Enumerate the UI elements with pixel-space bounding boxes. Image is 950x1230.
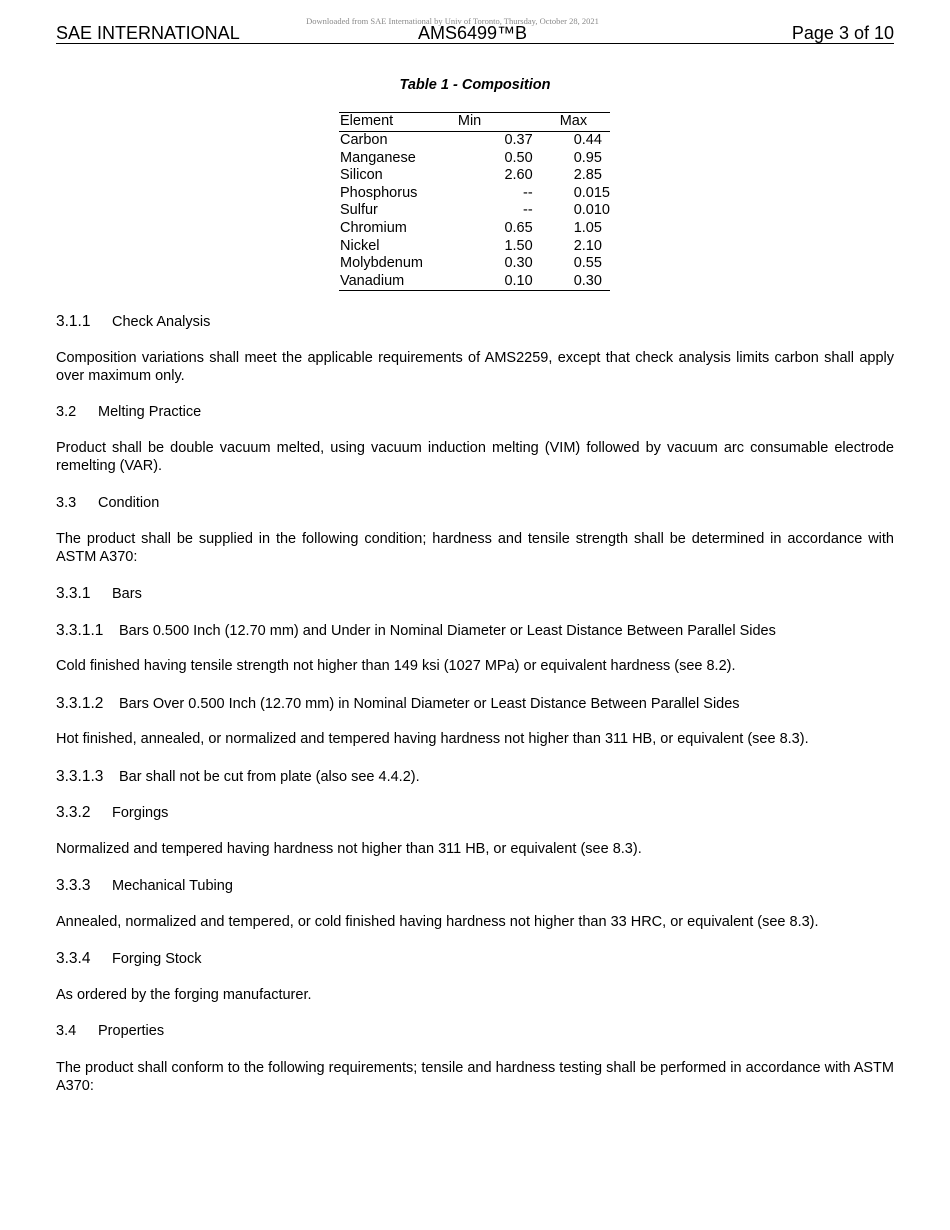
section-number: 3.3.1.2 [56, 695, 104, 712]
section-title: Bar shall not be cut from plate (also see 4.4.2). [119, 769, 420, 785]
element-cell: Sulfur [340, 202, 378, 219]
min-cell: -- [523, 202, 533, 219]
section-3-3-3-text: Annealed, normalized and tempered, or cold finished having hardness not higher than 33 HRC, or equivalent (see 8.3). [56, 914, 819, 930]
section-number: 3.2 [56, 404, 77, 420]
max-cell: 0.55 [573, 255, 602, 272]
table-row [339, 132, 610, 150]
min-cell: 1.50 [504, 237, 533, 254]
section-number: 3.4 [56, 1023, 77, 1039]
section-number: 3.1.1 [56, 313, 91, 330]
min-cell: 2.60 [504, 167, 533, 184]
section-title: Mechanical Tubing [112, 878, 233, 894]
section-title: Bars Over 0.500 Inch (12.70 mm) in Nominal Diameter or Least Distance Between Parallel Sides [119, 696, 740, 712]
section-title: Bars 0.500 Inch (12.70 mm) and Under in Nominal Diameter or Least Distance Between Parallel Sides [119, 623, 776, 639]
section-title: Condition [98, 495, 160, 511]
section-3-3-heading [56, 495, 894, 511]
min-cell: -- [523, 184, 533, 201]
table-row [339, 255, 610, 273]
element-cell: Nickel [340, 237, 380, 254]
section-title: Check Analysis [112, 314, 211, 330]
section-number: 3.3.3 [56, 877, 91, 894]
max-cell: 2.85 [573, 167, 602, 184]
section-number: 3.3.1.1 [56, 622, 104, 639]
max-cell: 0.30 [560, 273, 610, 291]
section-number: 3.3 [56, 495, 77, 511]
header-min: Min [457, 113, 560, 132]
section-3-3-1-2-heading [56, 695, 894, 713]
max-cell: 0.010 [573, 202, 610, 219]
composition-table [339, 112, 610, 291]
header-document-number: AMS6499™B [418, 23, 528, 43]
section-3-4-heading [56, 1023, 894, 1039]
section-3-4-text: The product shall conform to the following requirements; tensile and hardness testing shall be performed in accordance with ASTM A370: [56, 1060, 894, 1094]
table-row [339, 273, 610, 291]
section-3-3-1-3-heading [56, 768, 894, 786]
max-cell: 0.015 [573, 184, 610, 201]
section-3-3-2-text: Normalized and tempered having hardness not higher than 311 HB, or equivalent (see 8.3). [56, 841, 642, 857]
section-3-3-1-2-text: Hot finished, annealed, or normalized and tempered having hardness not higher than 311 HB, or equivalent (see 8.3). [56, 731, 809, 747]
section-3-3-4-text: As ordered by the forging manufacturer. [56, 987, 312, 1003]
max-cell: 0.95 [573, 149, 602, 166]
max-cell: 2.10 [573, 237, 602, 254]
section-number: 3.3.2 [56, 804, 91, 821]
download-watermark: Downloaded from SAE International by Univ of Toronto, Thursday, October 28, 2021 [306, 16, 599, 26]
element-cell: Molybdenum [340, 255, 424, 272]
section-3-3-3-heading [56, 877, 894, 895]
section-3-3-4-heading [56, 950, 894, 968]
max-cell: 1.05 [573, 219, 602, 236]
section-title: Bars [112, 586, 142, 602]
header-organization: SAE INTERNATIONAL [56, 23, 240, 43]
element-cell: Silicon [340, 167, 383, 184]
section-title: Melting Practice [98, 404, 202, 420]
element-cell: Phosphorus [340, 184, 418, 201]
table-row [339, 150, 610, 168]
element-cell: Manganese [340, 149, 416, 166]
min-cell: 0.10 [457, 273, 560, 291]
section-title: Forging Stock [112, 951, 202, 967]
header-element: Element [339, 113, 457, 132]
section-title: Properties [98, 1023, 165, 1039]
section-number: 3.3.1.3 [56, 768, 104, 785]
header-page-number: Page 3 of 10 [791, 23, 894, 43]
section-3-1-1-text: Composition variations shall meet the applicable requirements of AMS2259, except that check analysis limits carbon shall apply over maximum only. [56, 350, 894, 384]
min-cell: 0.37 [504, 132, 533, 148]
section-3-3-1-1-heading [56, 622, 894, 640]
section-title: Forgings [112, 805, 169, 821]
table-row [339, 202, 610, 220]
table-row [339, 220, 610, 238]
section-3-3-1-heading [56, 585, 894, 603]
section-3-3-2-heading [56, 804, 894, 822]
element-cell: Vanadium [339, 273, 457, 291]
table-row [339, 185, 610, 203]
min-cell: 0.30 [504, 255, 533, 272]
section-3-2-heading [56, 404, 894, 420]
element-cell: Chromium [340, 219, 407, 236]
section-3-1-1-heading [56, 313, 894, 331]
element-cell: Carbon [340, 132, 388, 148]
max-cell: 0.44 [573, 132, 602, 148]
table-row [339, 167, 610, 185]
table-title: Table 1 - Composition [399, 77, 551, 93]
min-cell: 0.65 [504, 219, 533, 236]
table-header-row [339, 113, 610, 132]
table-row [339, 238, 610, 256]
min-cell: 0.50 [504, 149, 533, 166]
section-number: 3.3.4 [56, 950, 91, 967]
section-number: 3.3.1 [56, 585, 91, 602]
header-max: Max [560, 113, 610, 132]
section-3-3-text: The product shall be supplied in the following condition; hardness and tensile strength shall be determined in accordance with ASTM A370: [56, 531, 894, 565]
page-header [56, 22, 894, 44]
section-3-3-1-1-text: Cold finished having tensile strength not higher than 149 ksi (1027 MPa) or equivalent hardness (see 8.2). [56, 658, 736, 674]
section-3-2-text: Product shall be double vacuum melted, using vacuum induction melting (VIM) followed by vacuum arc consumable electrode remelting (VAR). [56, 440, 894, 474]
